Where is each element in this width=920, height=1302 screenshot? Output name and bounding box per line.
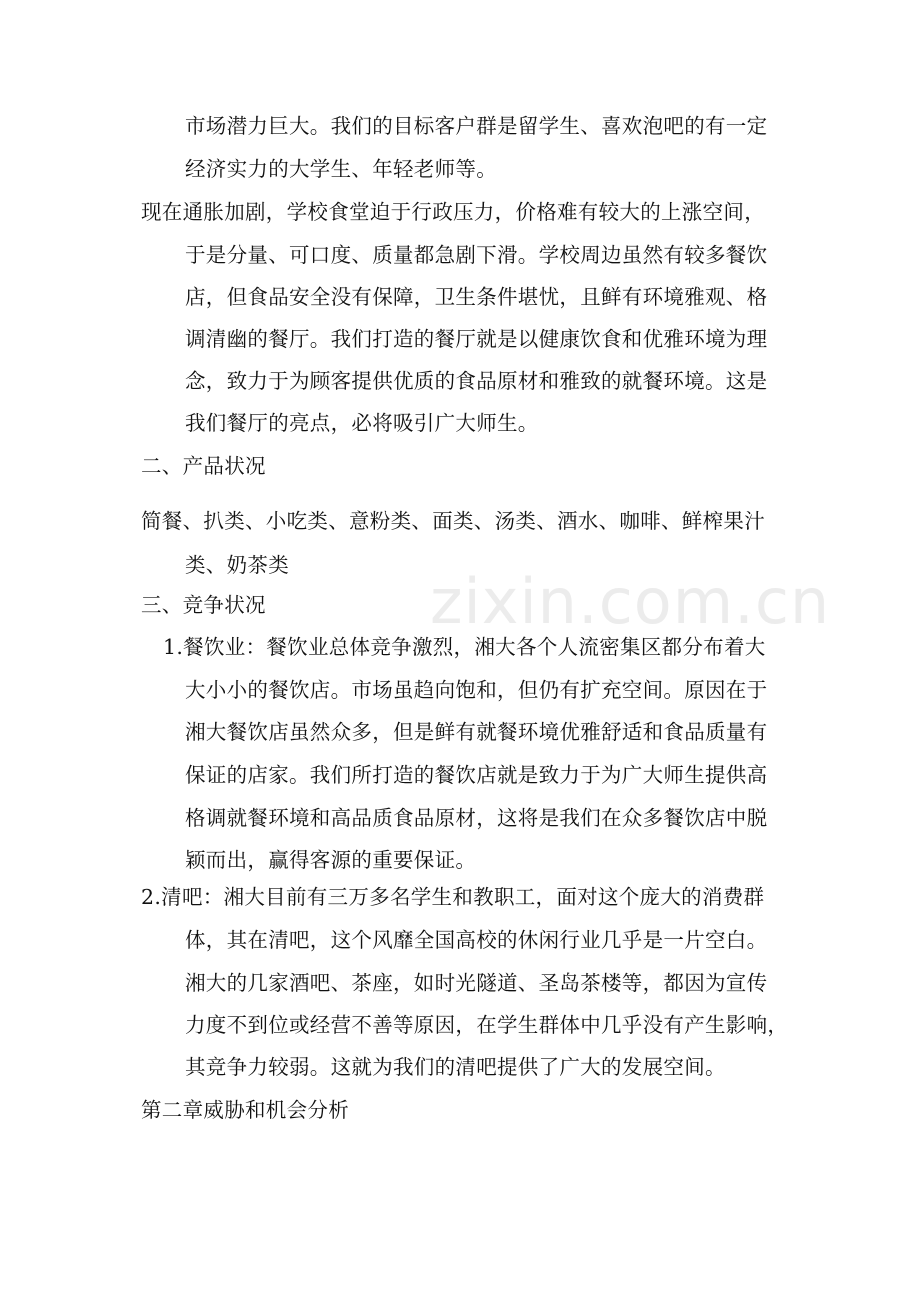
paragraph-line: 市场潜力巨大。我们的目标客户群是留学生、喜欢泡吧的有一定 xyxy=(185,114,768,138)
paragraph-line: 念，致力于为顾客提供优质的食品原材和雅致的就餐环境。这是 xyxy=(185,369,768,393)
chapter-heading: 第二章威胁和机会分析 xyxy=(141,1098,349,1122)
paragraph-line: 调清幽的餐厅。我们打造的餐厅就是以健康饮食和优雅环境为理 xyxy=(185,327,768,351)
paragraph-line: 经济实力的大学生、年轻老师等。 xyxy=(185,157,497,181)
section-heading: 二、产品状况 xyxy=(141,454,266,478)
list-item-line: 湘大的几家酒吧、茶座，如时光隧道、圣岛茶楼等，都因为宣传 xyxy=(185,971,768,995)
paragraph-line: 于是分量、可口度、质量都急剧下滑。学校周边虽然有较多餐饮 xyxy=(185,243,768,267)
list-item-line: 力度不到位或经营不善等原因，在学生群体中几乎没有产生影响， xyxy=(185,1013,789,1037)
paragraph-line: 类、奶茶类 xyxy=(185,553,289,577)
paragraph-line: 店，但食品安全没有保障，卫生条件堪忧，且鲜有环境雅观、格 xyxy=(185,285,768,309)
paragraph-line: 现在通胀加剧，学校食堂迫于行政压力，价格难有较大的上涨空间， xyxy=(141,200,765,224)
paragraph-line: 简餐、扒类、小吃类、意粉类、面类、汤类、酒水、咖啡、鲜榨果汁 xyxy=(141,509,765,533)
list-item-line: 1.餐饮业：餐饮业总体竞争激烈，湘大各个人流密集区都分布着大 xyxy=(163,635,766,659)
list-item-line: 体，其在清吧，这个风靡全国高校的休闲行业几乎是一片空白。 xyxy=(185,928,768,952)
list-item-line: 其竞争力较弱。这就为我们的清吧提供了广大的发展空间。 xyxy=(185,1055,726,1079)
list-item-line: 2.清吧：湘大目前有三万多名学生和教职工，面对这个庞大的消费群 xyxy=(141,885,765,909)
list-item-line: 格调就餐环境和高品质食品原材，这将是我们在众多餐饮店中脱 xyxy=(185,806,768,830)
list-item-line: 大小小的餐饮店。市场虽趋向饱和，但仍有扩充空间。原因在于 xyxy=(185,678,768,702)
list-item-line: 湘大餐饮店虽然众多，但是鲜有就餐环境优雅舒适和食品质量有 xyxy=(185,720,768,744)
paragraph-line: 我们餐厅的亮点，必将吸引广大师生。 xyxy=(185,411,539,435)
list-item-line: 保证的店家。我们所打造的餐饮店就是致力于为广大师生提供高 xyxy=(185,763,768,787)
list-item-line: 颖而出，赢得客源的重要保证。 xyxy=(185,848,477,872)
watermark: zixin.com.cn xyxy=(430,565,831,638)
section-heading: 三、竞争状况 xyxy=(141,593,266,617)
